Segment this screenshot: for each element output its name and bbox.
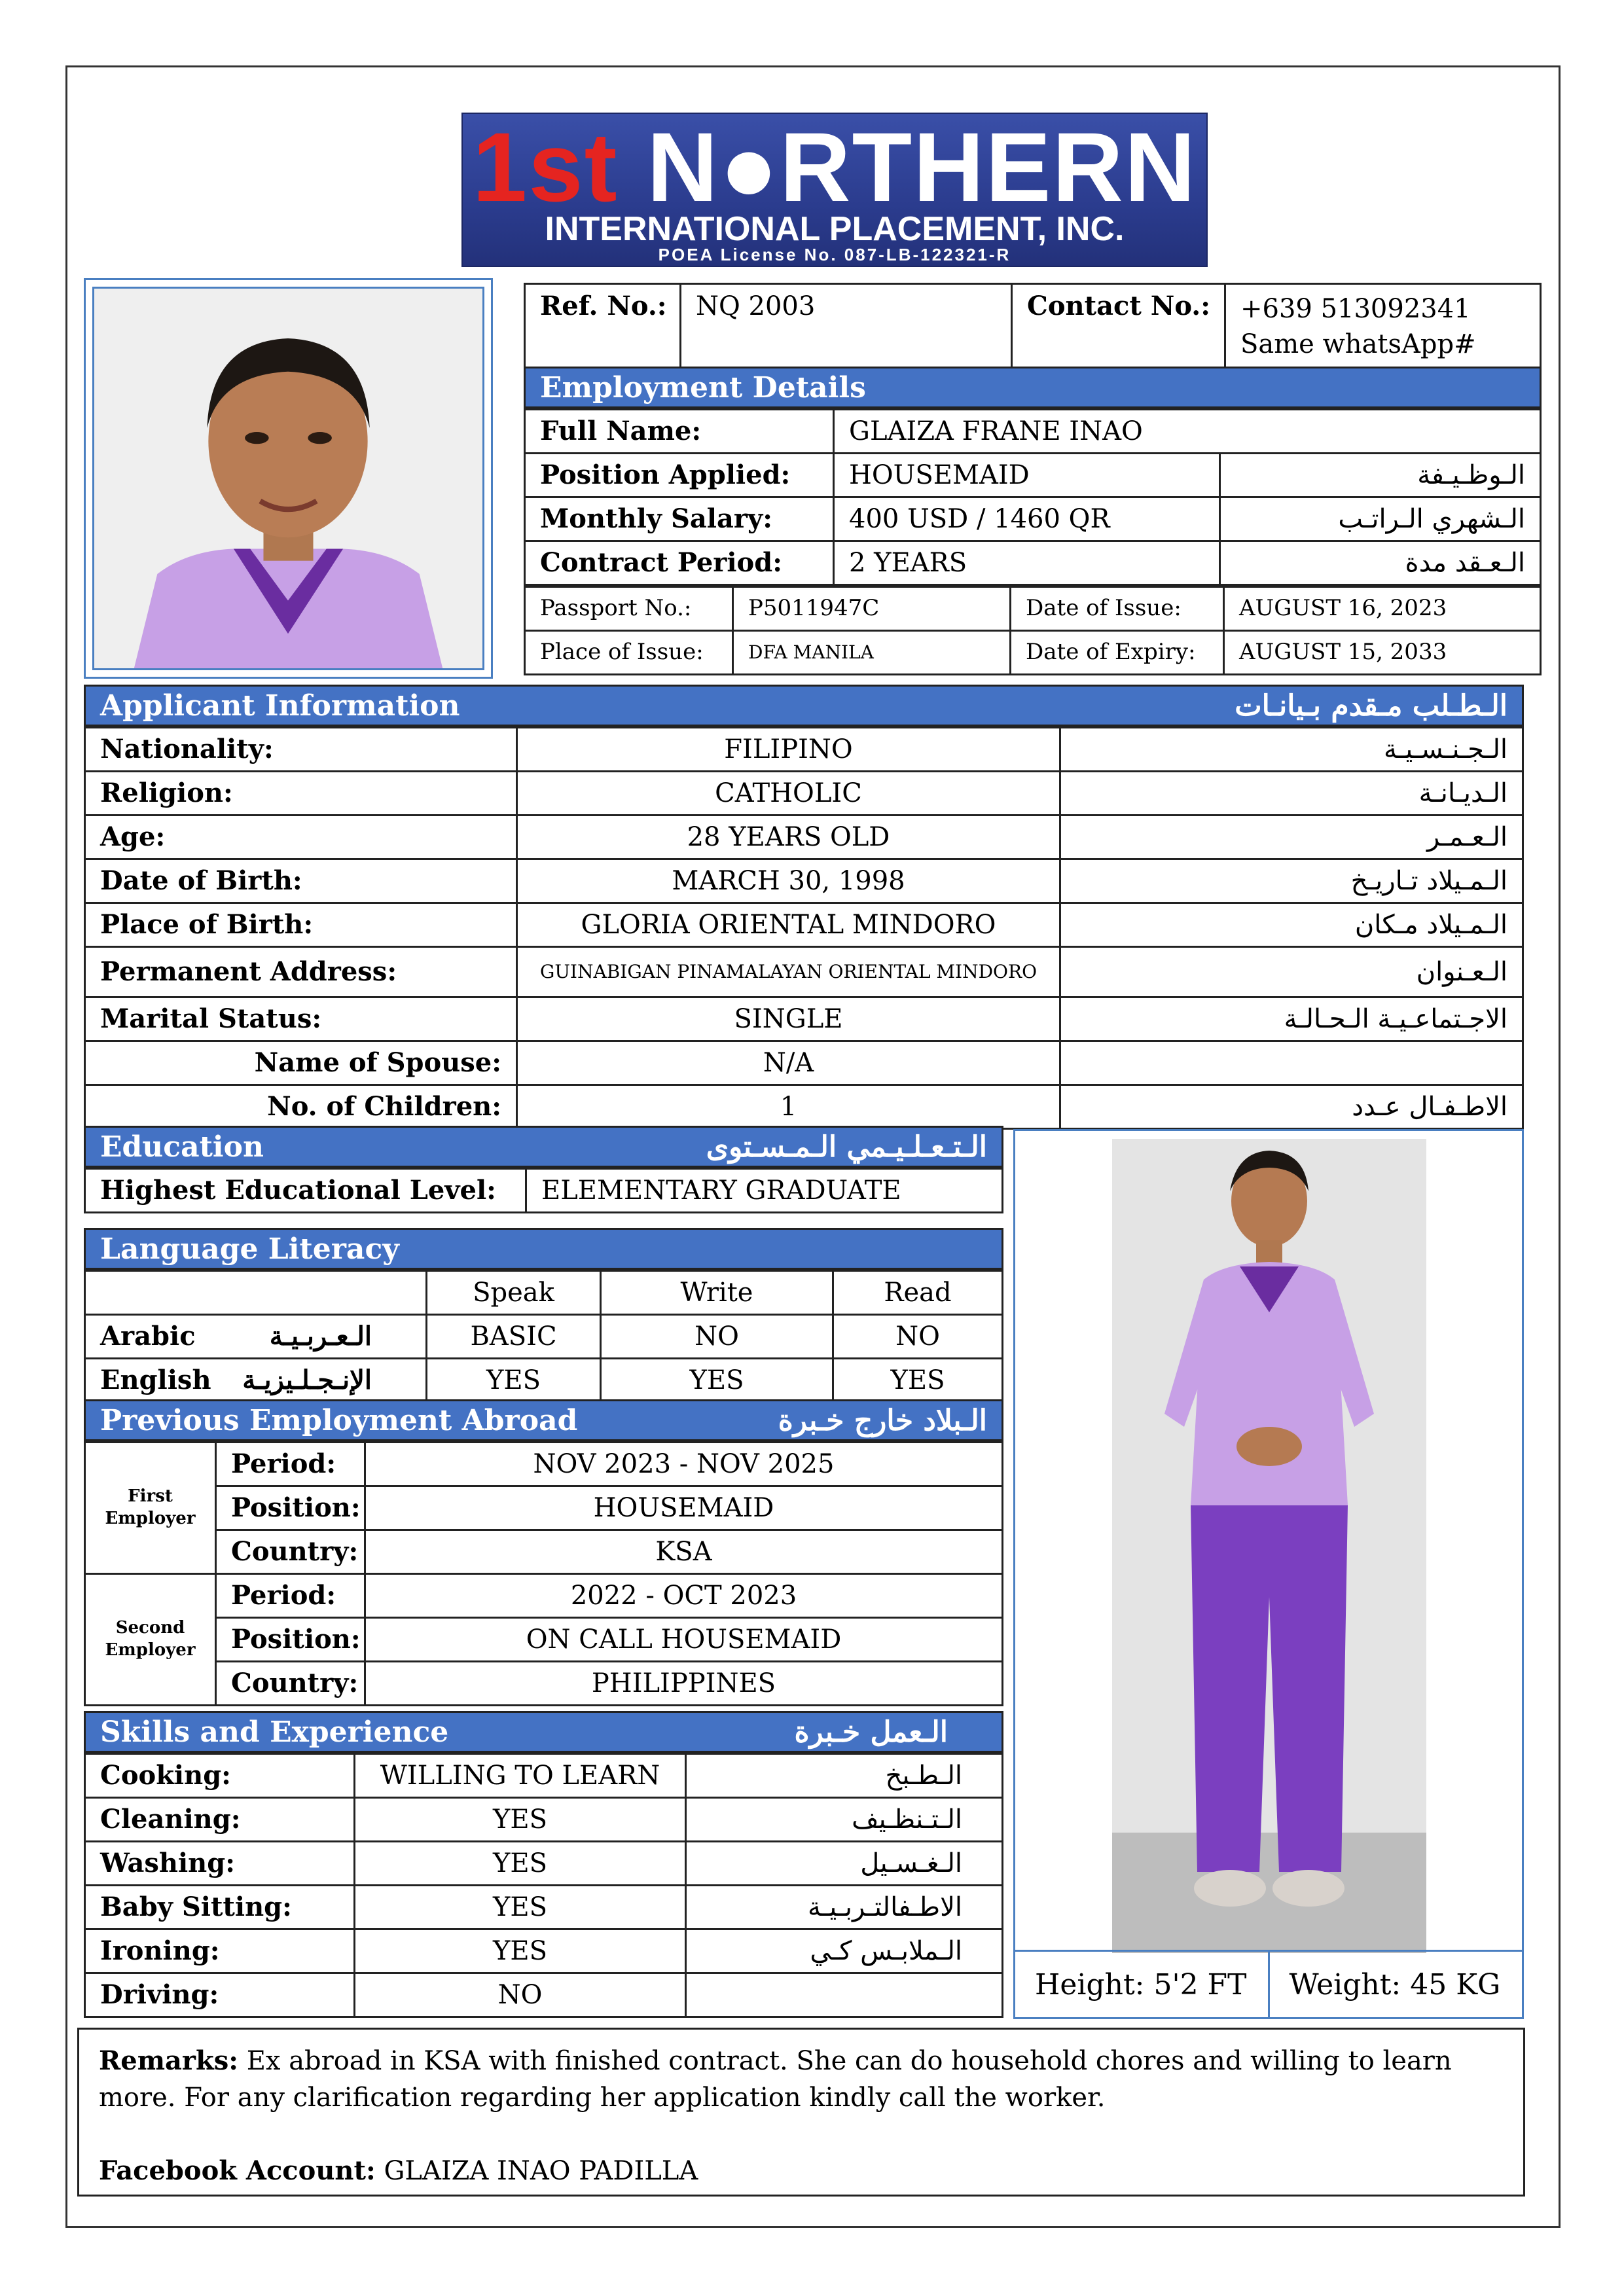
- first-period-value: NOV 2023 - NOV 2025: [365, 1443, 1003, 1486]
- passport-table: [524, 586, 1542, 675]
- age-arabic: الـعـمـر: [1060, 816, 1523, 859]
- english-label: English: [100, 1365, 211, 1395]
- spouse-arabic: [1060, 1041, 1523, 1085]
- previous-employment-title: Previous Employment Abroad: [100, 1403, 578, 1437]
- expiry-date-label: Date of Expiry:: [1011, 631, 1224, 675]
- contract-value: 2 YEARS: [834, 541, 1220, 585]
- remarks-paragraph: [99, 2043, 1504, 2116]
- second-country-value: PHILIPPINES: [365, 1662, 1003, 1706]
- pob-arabic: الـمـيلاد مـكان: [1060, 903, 1523, 947]
- ref-table: [524, 283, 1542, 372]
- marital-label: Marital Status:: [85, 997, 517, 1041]
- spouse-label: Name of Spouse:: [85, 1041, 517, 1085]
- second-position-label: Position:: [216, 1618, 365, 1662]
- second-position-value: ON CALL HOUSEMAID: [365, 1618, 1003, 1662]
- applicant-table: [84, 726, 1524, 1130]
- col-read: Read: [833, 1271, 1003, 1315]
- second-employer-label: Second Employer: [85, 1574, 216, 1706]
- logo-license: POEA License No. 087-LB-122321-R: [658, 245, 1011, 264]
- logo-northern: N●RTHERN: [647, 112, 1197, 222]
- education-title: Education: [100, 1130, 264, 1164]
- facebook-label: Facebook Account:: [99, 2155, 376, 2186]
- previous-employment-title-arabic: الـبلاد خارج خـبرة: [778, 1403, 987, 1437]
- weight-value: Weight: 45 KG: [1289, 1967, 1501, 2001]
- language-title: Language Literacy: [100, 1232, 399, 1266]
- contact-whatsapp: Same whatsApp#: [1240, 329, 1476, 359]
- ironing-arabic: الـملابـس كـي: [686, 1929, 1003, 1973]
- cooking-value: WILLING TO LEARN: [355, 1754, 686, 1798]
- skills-title: Skills and Experience: [100, 1715, 449, 1749]
- arabic-write: NO: [601, 1315, 833, 1359]
- english-language: [85, 1359, 427, 1403]
- height-weight-row: [1015, 1950, 1522, 2017]
- children-value: 1: [517, 1085, 1060, 1129]
- driving-label: Driving:: [85, 1973, 355, 2017]
- cleaning-value: YES: [355, 1798, 686, 1842]
- driving-value: NO: [355, 1973, 686, 2017]
- language-corner: [85, 1271, 427, 1315]
- nationality-arabic: الـجـنـسـيـة: [1060, 728, 1523, 772]
- contact-value: [1225, 284, 1541, 371]
- applicant-header: [84, 685, 1524, 726]
- english-write: YES: [601, 1359, 833, 1403]
- full-name-value: GLAIZA FRANE INAO: [834, 410, 1541, 454]
- marital-value: SINGLE: [517, 997, 1060, 1041]
- dob-arabic: الـمـيلاد تـاريـخ: [1060, 859, 1523, 903]
- ref-label: Ref. No.:: [525, 284, 681, 371]
- dob-label: Date of Birth:: [85, 859, 517, 903]
- first-country-value: KSA: [365, 1530, 1003, 1574]
- skills-header: [84, 1711, 1003, 1753]
- skills-title-arabic: الـعمل خـبرة: [794, 1715, 948, 1749]
- portrait-photo: [84, 278, 493, 679]
- dob-value: MARCH 30, 1998: [517, 859, 1060, 903]
- washing-label: Washing:: [85, 1842, 355, 1886]
- height-value: Height: 5'2 FT: [1015, 1952, 1270, 2017]
- logo-title: [463, 112, 1206, 222]
- logo-1st: 1st: [472, 112, 619, 222]
- ironing-value: YES: [355, 1929, 686, 1973]
- cooking-label: Cooking:: [85, 1754, 355, 1798]
- pob-value: GLORIA ORIENTAL MINDORO: [517, 903, 1060, 947]
- contact-label: Contact No.:: [1012, 284, 1225, 371]
- facebook-line: [99, 2153, 1504, 2189]
- education-header: [84, 1126, 1003, 1168]
- baby-sitting-label: Baby Sitting:: [85, 1886, 355, 1929]
- language-table: [84, 1270, 1003, 1403]
- arabic-label-arabic: الـعـربـيـة: [269, 1321, 372, 1352]
- full-body-photo: [1013, 1129, 1524, 2019]
- employment-title: Employment Details: [540, 370, 866, 404]
- address-value: GUINABIGAN PINAMALAYAN ORIENTAL MINDORO: [517, 947, 1060, 997]
- agency-logo: [461, 113, 1208, 267]
- religion-arabic: الـديـانـة: [1060, 772, 1523, 816]
- baby-sitting-value: YES: [355, 1886, 686, 1929]
- first-period-label: Period:: [216, 1443, 365, 1486]
- position-label: Position Applied:: [525, 454, 834, 497]
- first-position-label: Position:: [216, 1486, 365, 1530]
- remarks-text: Ex abroad in KSA with finished contract. She can do household chores and willing to learn more. For any clarification regarding her application kindly call the worker.: [99, 2046, 1452, 2113]
- passport-no-label: Passport No.:: [525, 587, 733, 631]
- children-arabic: الاطـفـال عـدد: [1060, 1085, 1523, 1129]
- passport-no-value: P5011947C: [733, 587, 1011, 631]
- age-value: 28 YEARS OLD: [517, 816, 1060, 859]
- english-read: YES: [833, 1359, 1003, 1403]
- position-value: HOUSEMAID: [834, 454, 1220, 497]
- arabic-language: [85, 1315, 427, 1359]
- english-label-arabic: الإنـجـلـيزيـة: [242, 1365, 372, 1395]
- second-country-label: Country:: [216, 1662, 365, 1706]
- cleaning-arabic: الـتـنظـيف: [686, 1798, 1003, 1842]
- first-country-label: Country:: [216, 1530, 365, 1574]
- second-period-value: 2022 - OCT 2023: [365, 1574, 1003, 1618]
- previous-employment-header: [84, 1399, 1003, 1441]
- salary-label: Monthly Salary:: [525, 497, 834, 541]
- washing-value: YES: [355, 1842, 686, 1886]
- pob-label: Place of Birth:: [85, 903, 517, 947]
- employment-header: [524, 367, 1542, 408]
- education-label: Highest Educational Level:: [85, 1169, 526, 1213]
- washing-arabic: الـغـسـيل: [686, 1842, 1003, 1886]
- full-name-label: Full Name:: [525, 410, 834, 454]
- arabic-read: NO: [833, 1315, 1003, 1359]
- contract-label: Contract Period:: [525, 541, 834, 585]
- applicant-title: Applicant Information: [100, 689, 460, 723]
- religion-value: CATHOLIC: [517, 772, 1060, 816]
- expiry-date-value: AUGUST 15, 2033: [1224, 631, 1541, 675]
- education-title-arabic: الـتـعـلـيـمي الـمـسـتوى: [706, 1130, 987, 1164]
- marital-arabic: الاجـتماعـيـة الـحـالـة: [1060, 997, 1523, 1041]
- full-body-image: [1112, 1139, 1426, 1953]
- driving-arabic: [686, 1973, 1003, 2017]
- position-arabic: الـوظـيـفة: [1220, 454, 1541, 497]
- portrait-image: [94, 289, 482, 668]
- spouse-value: N/A: [517, 1041, 1060, 1085]
- place-of-issue-value: DFA MANILA: [733, 631, 1011, 675]
- children-label: No. of Children:: [85, 1085, 517, 1129]
- first-employer-label: First Employer: [85, 1443, 216, 1574]
- second-period-label: Period:: [216, 1574, 365, 1618]
- arabic-label: Arabic: [100, 1321, 196, 1352]
- cooking-arabic: الـطـبخ: [686, 1754, 1003, 1798]
- english-speak: YES: [427, 1359, 601, 1403]
- remarks-label: Remarks:: [99, 2045, 239, 2076]
- first-position-value: HOUSEMAID: [365, 1486, 1003, 1530]
- applicant-title-arabic: الـطـلب مـقدم بـيانـات: [1235, 689, 1507, 723]
- nationality-value: FILIPINO: [517, 728, 1060, 772]
- address-arabic: الـعـنوان: [1060, 947, 1523, 997]
- previous-employment-table: [84, 1441, 1003, 1706]
- age-label: Age:: [85, 816, 517, 859]
- skills-table: [84, 1753, 1003, 2018]
- language-header: [84, 1228, 1003, 1270]
- facebook-value: GLAIZA INAO PADILLA: [384, 2156, 698, 2186]
- contract-arabic: الـعـقد مدة: [1220, 541, 1541, 585]
- arabic-speak: BASIC: [427, 1315, 601, 1359]
- employment-table: [524, 408, 1542, 586]
- baby-sitting-arabic: الاطـفالتـربـيـة: [686, 1886, 1003, 1929]
- nationality-label: Nationality:: [85, 728, 517, 772]
- col-write: Write: [601, 1271, 833, 1315]
- contact-phone: +639 513092341: [1240, 294, 1471, 324]
- issue-date-label: Date of Issue:: [1011, 587, 1224, 631]
- issue-date-value: AUGUST 16, 2023: [1224, 587, 1541, 631]
- logo-subtitle: INTERNATIONAL PLACEMENT, INC.: [545, 210, 1125, 248]
- cleaning-label: Cleaning:: [85, 1798, 355, 1842]
- place-of-issue-label: Place of Issue:: [525, 631, 733, 675]
- address-label: Permanent Address:: [85, 947, 517, 997]
- col-speak: Speak: [427, 1271, 601, 1315]
- salary-arabic: الـشهري الـراتـب: [1220, 497, 1541, 541]
- remarks-box: [77, 2028, 1525, 2197]
- education-table: [84, 1168, 1003, 1213]
- ironing-label: Ironing:: [85, 1929, 355, 1973]
- salary-value: 400 USD / 1460 QR: [834, 497, 1220, 541]
- religion-label: Religion:: [85, 772, 517, 816]
- ref-value: NQ 2003: [681, 284, 1012, 371]
- education-value: ELEMENTARY GRADUATE: [526, 1169, 1003, 1213]
